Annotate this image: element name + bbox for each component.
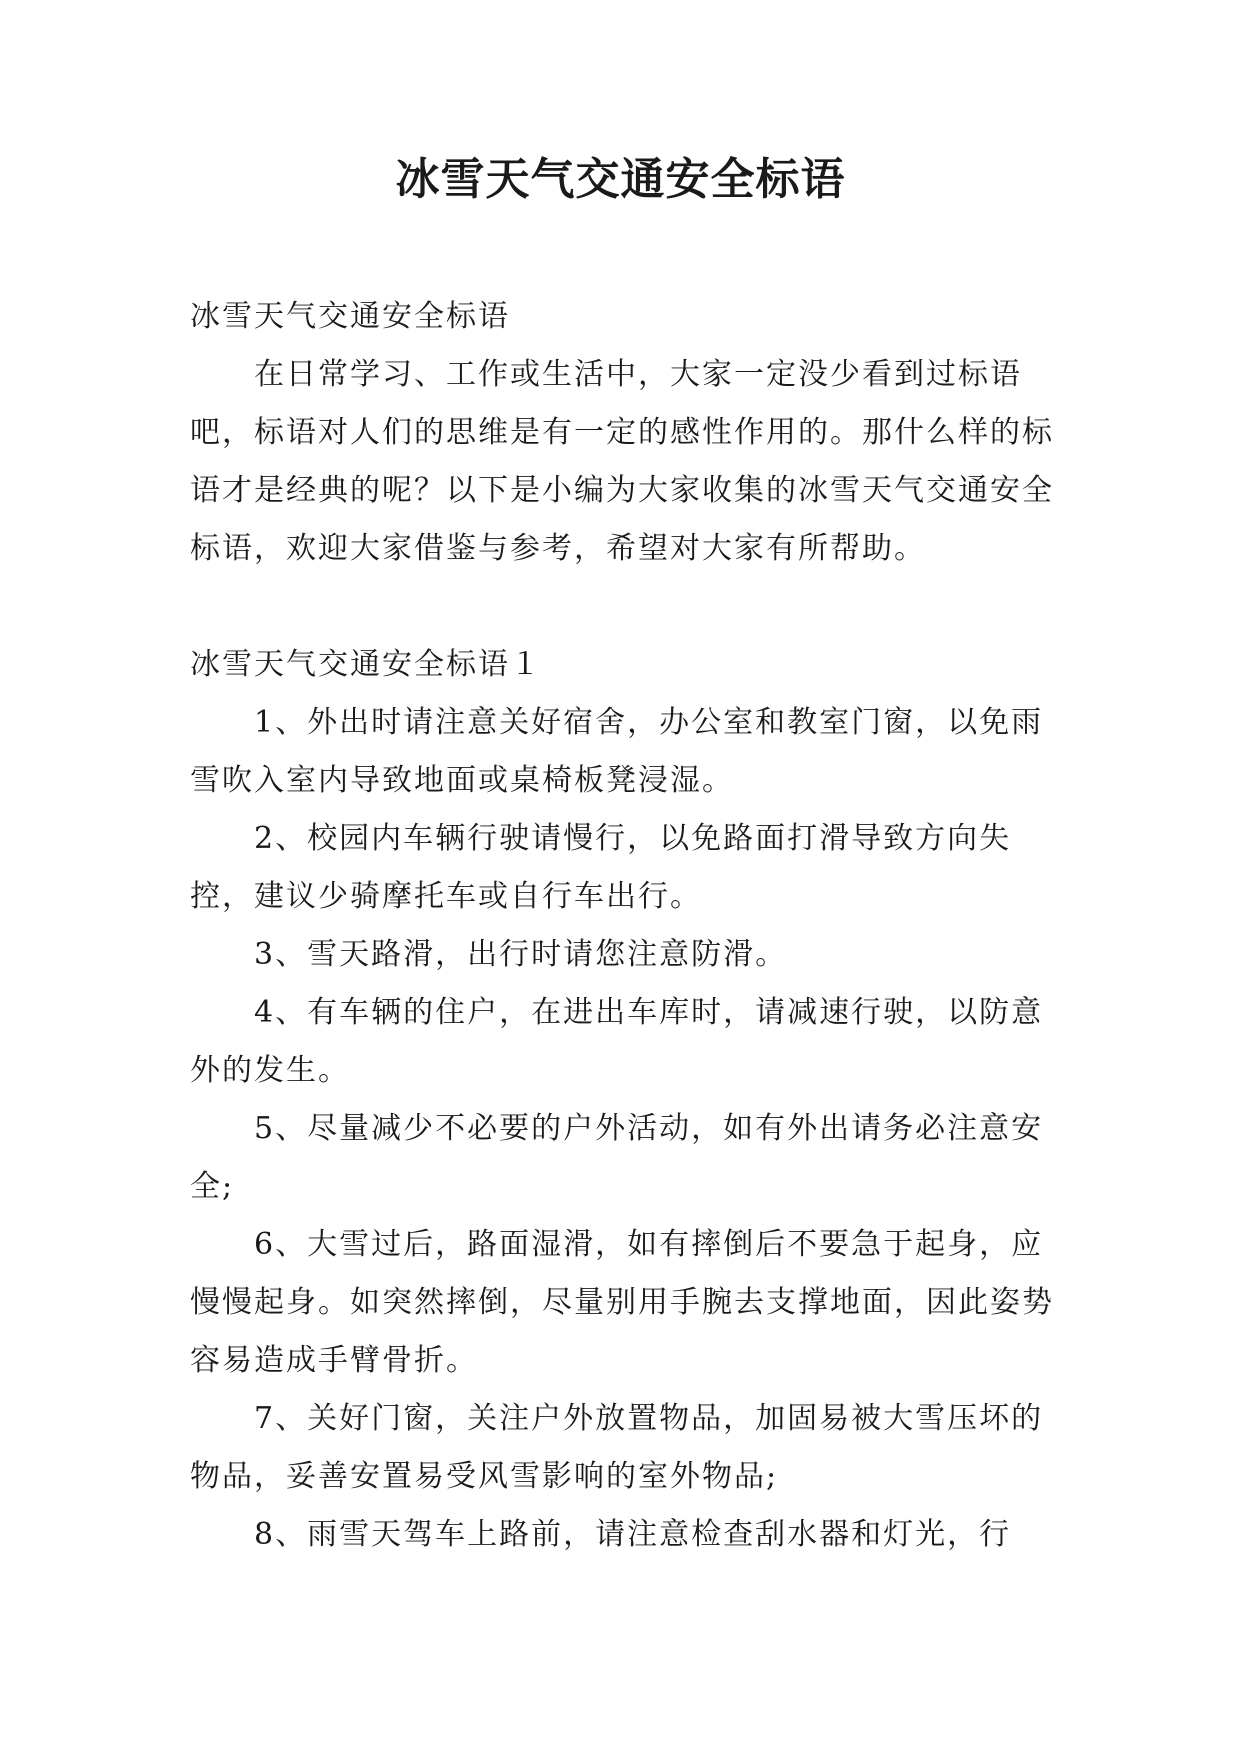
list-item: 3、雪天路滑，出行时请您注意防滑。	[254, 937, 788, 972]
paragraph-gap	[190, 578, 1060, 636]
list-item: 6、大雪过后，路面湿滑，如有摔倒后不要急于起身，应慢慢起身。如突然摔倒，尽量别用手腕去支撑地面，因此姿势容易造成手臂骨折。	[190, 1227, 1054, 1378]
list-item: 7、关好门窗，关注户外放置物品，加固易被大雪压坏的物品，妥善安置易受风雪影响的室外物品;	[190, 1401, 1044, 1494]
list-item: 1、外出时请注意关好宿舍，办公室和教室门窗，以免雨雪吹入室内导致地面或桌椅板凳浸湿。	[190, 705, 1044, 798]
list-item: 8、雨雪天驾车上路前，请注意检查刮水器和灯光，行	[254, 1517, 1012, 1552]
document-subtitle: 冰雪天气交通安全标语	[190, 299, 510, 334]
intro-paragraph: 在日常学习、工作或生活中，大家一定没少看到过标语吧，标语对人们的思维是有一定的感性作用的。那什么样的标语才是经典的呢？以下是小编为大家收集的冰雪天气交通安全标语，欢迎大家借鉴与参考，希望对大家有所帮助。	[190, 357, 1054, 566]
list-item: 5、尽量减少不必要的户外活动，如有外出请务必注意安全;	[190, 1111, 1044, 1204]
document-title: 冰雪天气交通安全标语	[395, 154, 846, 205]
list-item: 2、校园内车辆行驶请慢行，以免路面打滑导致方向失控，建议少骑摩托车或自行车出行。	[190, 821, 1012, 914]
list-item: 4、有车辆的住户，在进出车库时，请减速行驶，以防意外的发生。	[190, 995, 1044, 1088]
document-body	[190, 288, 1060, 1564]
section-heading: 冰雪天气交通安全标语１	[190, 647, 542, 682]
